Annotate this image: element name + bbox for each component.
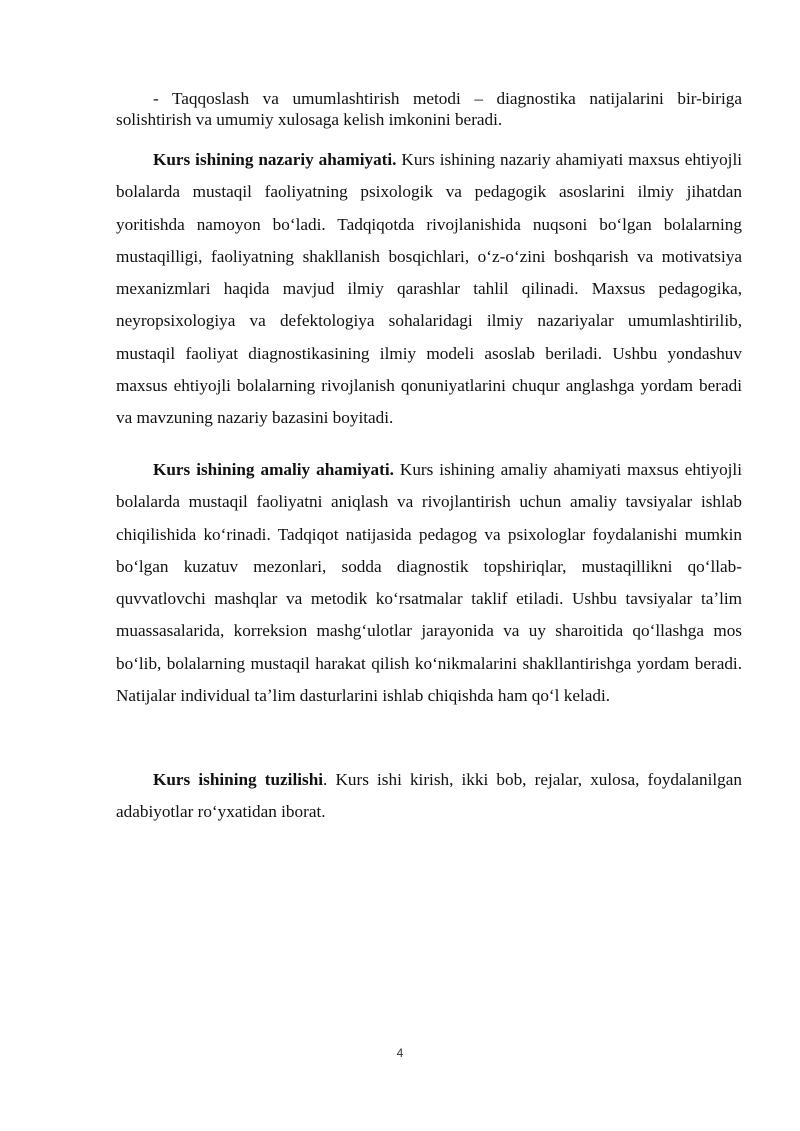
paragraph-heading: Kurs ishining tuzilishi: [153, 770, 324, 789]
paragraph-structure: [116, 764, 742, 829]
page-number: 4: [396, 1046, 404, 1060]
paragraph-heading: Kurs ishining amaliy ahamiyati.: [153, 460, 394, 479]
paragraph-practical-significance: [116, 454, 742, 712]
paragraph-text: - Taqqoslash va umumlashtirish metodi – diagnostika natijalarini bir-biriga solishtirish va umumiy xulosaga kelish imkonini beradi.: [116, 89, 742, 129]
paragraph-heading: Kurs ishining nazariy ahamiyati.: [153, 150, 397, 169]
paragraph-text: Kurs ishining amaliy ahamiyati maxsus ehtiyojli bolalarda mustaqil faoliyatni aniqlash va rivojlantirish uchun amaliy tavsiyalar ishlab chiqilishida koʻrinadi. Tadqiqot natijasida pedagog va psixologlar foydalanishi mumkin boʻlgan kuzatuv mezonlari, sodda diagnostik topshiriqlar, mustaqillikni qoʻllab-quvvatlovchi mashqlar va metodik koʻrsatmalar taklif etiladi. Ushbu tavsiyalar taʼlim muassasalarida, korreksion mashgʻulotlar jarayonida va uy sharoitida qoʻllashga mos boʻlib, bolalarning mustaqil harakat qilish koʻnikmalarini shakllantirishga yordam beradi. Natijalar individual taʼlim dasturlarini ishlab chiqishda ham qoʻl keladi.: [116, 460, 742, 706]
paragraph-methods: [116, 88, 742, 130]
paragraph-text: . Kurs ishi kirish, ikki bob, rejalar, xulosa, foydalanilgan adabiyotlar roʻyxatidan iborat.: [116, 770, 742, 822]
paragraph-text: Kurs ishining nazariy ahamiyati maxsus ehtiyojli bolalarda mustaqil faoliyatning psixologik va pedagogik asoslarini ilmiy jihatdan yoritishda namoyon boʻladi. Tadqiqotda rivojlanishida nuqsoni boʻlgan bolalarning mustaqilligi, faoliyatning shakllanish bosqichlari, oʻz-oʻzini boshqarish va motivatsiya mexanizmlari haqida mavjud ilmiy qarashlar tahlil qilinadi. Maxsus pedagogika, neyropsixologiya va defektologiya sohalaridagi ilmiy nazariyalar umumlashtirilib, mustaqil faoliyat diagnostikasining ilmiy modeli asoslab beriladi. Ushbu yondashuv maxsus ehtiyojli bolalarning rivojlanish qonuniyatlarini chuqur anglashga yordam beradi va mavzuning nazariy bazasini boyitadi.: [116, 150, 742, 428]
paragraph-theoretical-significance: [116, 144, 742, 435]
